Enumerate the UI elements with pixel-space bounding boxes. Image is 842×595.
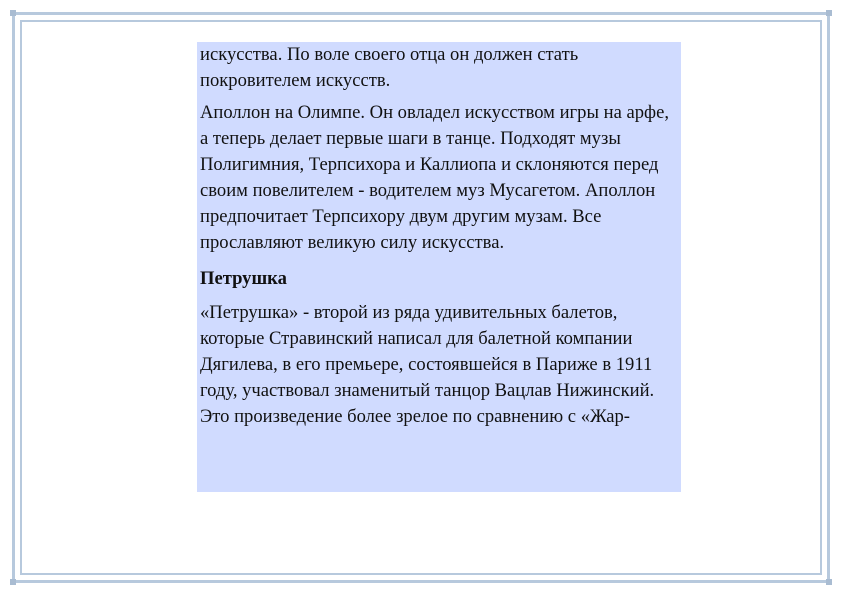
- paragraph-apollo: Аполлон на Олимпе. Он овладел искусством игры на арфе, а теперь делает первые шаги в танце. Подходят музы Полигимния, Терпсихора и Каллиопа и склоняются перед своим повелителем - водителем муз Мусагетом. Аполлон предпочитает Терпсихору двум другим музам. Все прославляют великую силу искусства.: [200, 102, 669, 253]
- frame-corner-top-right: [826, 10, 832, 16]
- paragraph-petrushka: «Петрушка» - второй из ряда удивительных балетов, которые Стравинский написал для балетной компании Дягилева, в его премьере, состоявшейся в Париже в 1911 году, участвовал знаменитый танцор Вацлав Нижинский. Это произведение более зрелое по сравнению с «Жар-: [200, 302, 655, 427]
- frame-corner-bottom-right: [826, 579, 832, 585]
- section-heading: Петрушка: [200, 268, 287, 289]
- paragraph-intro: искусства. По воле своего отца он должен стать покровителем искусств.: [200, 44, 579, 91]
- text-block: [197, 42, 681, 492]
- frame-corner-top-left: [10, 10, 16, 16]
- frame-corner-bottom-left: [10, 579, 16, 585]
